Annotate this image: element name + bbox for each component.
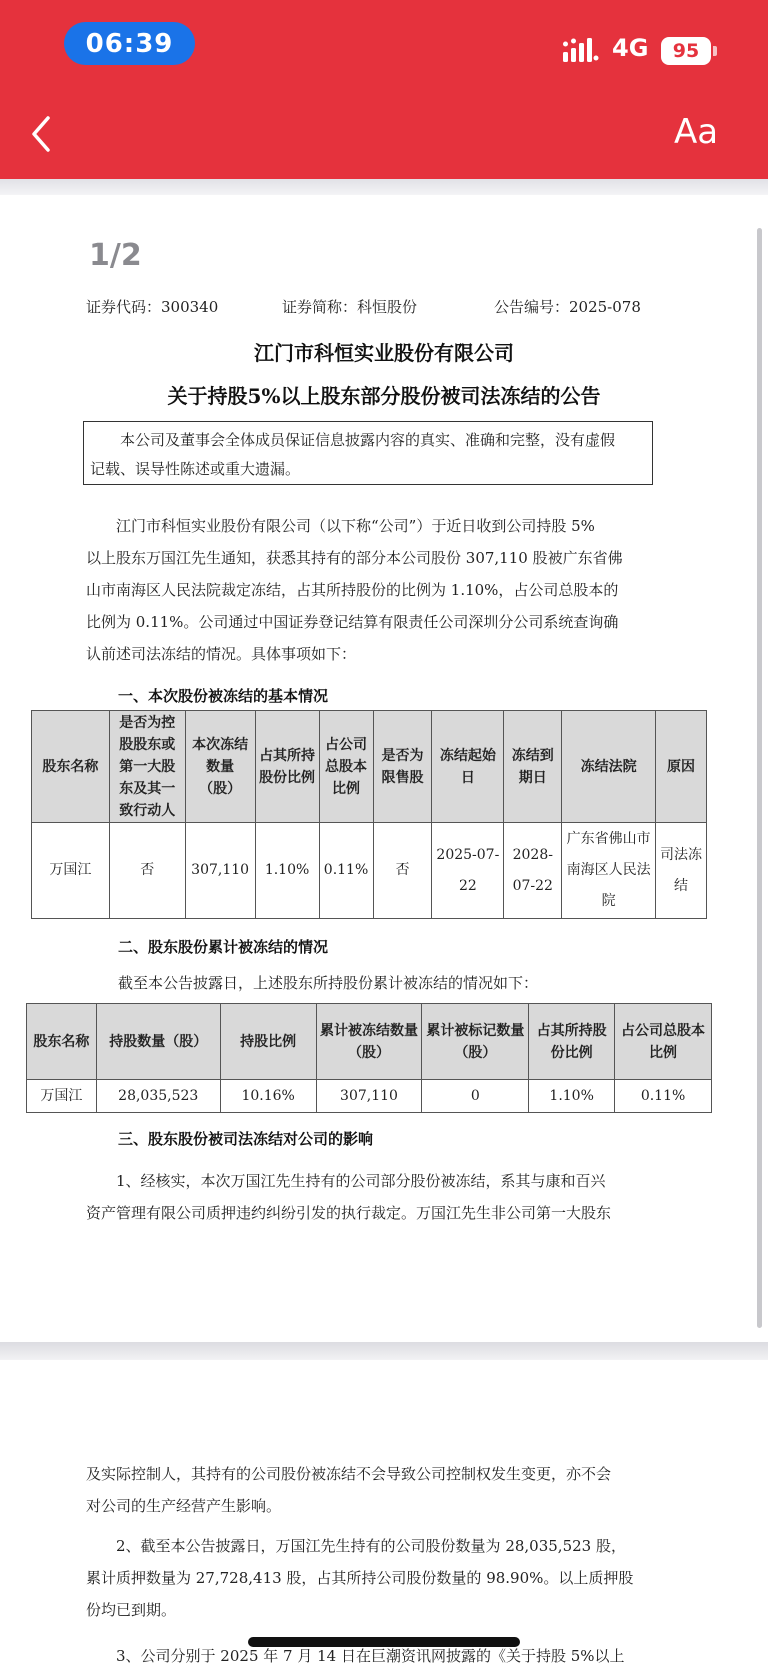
back-button[interactable]: [28, 112, 58, 156]
text-line: 份均已到期。: [86, 1601, 177, 1619]
table-cell: 司法冻结: [656, 823, 707, 919]
column-header: 占公司总股本比例: [319, 711, 373, 823]
text-line: 以上股东万国江先生通知，获悉其持有的部分本公司股份 307,110 股被广东省佛: [86, 549, 623, 567]
section-1-heading: 一、本次股份被冻结的基本情况: [118, 687, 329, 705]
table-row: [32, 823, 707, 919]
column-header: 占其所持股份比例: [529, 1004, 615, 1080]
disclaimer-line: 记载、误导性陈述或重大遗漏。: [90, 460, 301, 478]
column-header: 是否为限售股: [373, 711, 432, 823]
column-header: 冻结起始日: [432, 711, 504, 823]
page-indicator: 1/2: [89, 238, 142, 273]
chevron-left-icon: [34, 118, 48, 150]
status-time: 06:39: [64, 22, 195, 65]
announcement-number: 公告编号：2025-078: [494, 298, 641, 316]
section-2-heading: 二、股东股份累计被冻结的情况: [118, 938, 329, 956]
page-top-shadow: [0, 179, 768, 195]
freeze-details-table: [31, 710, 707, 919]
disclaimer-line: 本公司及董事会全体成员保证信息披露内容的真实、准确和完整，没有虚假: [120, 431, 616, 449]
column-header: 持股数量（股）: [96, 1004, 220, 1080]
text-line: 3、公司分别于 2025 年 7 月 14 日在巨潮资讯网披露的《关于持股 5%以上: [116, 1647, 625, 1663]
cumulative-freeze-table: [26, 1003, 712, 1113]
page-2-paragraph-2: [86, 1530, 652, 1626]
column-header: 占公司总股本比例: [615, 1004, 712, 1080]
text-line: 对公司的生产经营产生影响。: [86, 1497, 282, 1515]
table-cell: 0.11%: [615, 1080, 712, 1113]
table-cell: 307,110: [185, 823, 255, 919]
table-cell: 2025-07-22: [432, 823, 504, 919]
text-line: 资产管理有限公司质押违约纠纷引发的执行裁定。万国江先生非公司第一大股东: [86, 1204, 612, 1222]
column-header: 占其所持股份比例: [255, 711, 319, 823]
home-indicator[interactable]: [248, 1637, 520, 1647]
column-header: 冻结到期日: [504, 711, 562, 823]
table-cell: 0: [422, 1080, 529, 1113]
table-cell: 万国江: [32, 823, 110, 919]
text-line: 1、经核实，本次万国江先生持有的公司部分股份被冻结，系其与康和百兴: [116, 1172, 606, 1190]
column-header: 股东名称: [32, 711, 110, 823]
battery-level: 95: [672, 40, 700, 62]
app-header: [0, 0, 768, 179]
battery-icon: [661, 37, 711, 65]
text-line: 及实际控制人，其持有的公司股份被冻结不会导致公司控制权发生变更，亦不会: [86, 1465, 612, 1483]
intro-paragraph: [86, 510, 652, 670]
section-2-intro: 截至本公告披露日，上述股东所持股份累计被冻结的情况如下：: [118, 974, 539, 992]
table-cell: 否: [373, 823, 432, 919]
text-line: 累计质押数量为 27,728,413 股，占其所持公司股份数量的 98.90%。以上质押股: [86, 1569, 634, 1587]
column-header: 原因: [656, 711, 707, 823]
text-line: 江门市科恒实业股份有限公司（以下称“公司”）于近日收到公司持股 5%: [116, 517, 595, 535]
disclaimer-box: [83, 421, 653, 485]
column-header: 持股比例: [220, 1004, 316, 1080]
table-cell: 否: [109, 823, 185, 919]
text-line: 山市南海区人民法院裁定冻结，占其所持股份的比例为 1.10%，占公司总股本的: [86, 581, 619, 599]
table-header-row: [32, 711, 707, 823]
network-type: 4G: [612, 34, 649, 62]
page-2-paragraph-1: [86, 1458, 652, 1522]
column-header: 冻结法院: [562, 711, 656, 823]
text-line: 认前述司法冻结的情况。具体事项如下：: [86, 645, 357, 663]
announcement-title: 关于持股5%以上股东部分股份被司法冻结的公告: [167, 384, 601, 408]
stock-short-name: 证券简称：科恒股份: [282, 298, 418, 316]
column-header: 股东名称: [27, 1004, 97, 1080]
table-cell: 28,035,523: [96, 1080, 220, 1113]
table-header-row: [27, 1004, 712, 1080]
table-cell: 万国江: [27, 1080, 97, 1113]
font-size-button[interactable]: Aa: [674, 112, 719, 152]
company-title: 江门市科恒实业股份有限公司: [254, 341, 514, 365]
table-cell: 2028-07-22: [504, 823, 562, 919]
page-separator: [0, 1342, 768, 1360]
section-3-heading: 三、股东股份被司法冻结对公司的影响: [118, 1130, 374, 1148]
signal-icon: [563, 38, 599, 62]
text-line: 2、截至本公告披露日，万国江先生持有的公司股份数量为 28,035,523 股，: [116, 1537, 626, 1555]
column-header: 累计被标记数量（股）: [422, 1004, 529, 1080]
table-cell: 广东省佛山市南海区人民法院: [562, 823, 656, 919]
table-cell: 1.10%: [529, 1080, 615, 1113]
stock-code: 证券代码：300340: [86, 298, 219, 316]
impact-paragraph-1: [86, 1165, 652, 1229]
column-header: 累计被冻结数量（股）: [316, 1004, 422, 1080]
table-row: [27, 1080, 712, 1113]
column-header: 本次冻结数量（股）: [185, 711, 255, 823]
table-cell: 1.10%: [255, 823, 319, 919]
table-cell: 0.11%: [319, 823, 373, 919]
text-line: 比例为 0.11%。公司通过中国证券登记结算有限责任公司深圳分公司系统查询确: [86, 613, 619, 631]
battery-tip: [713, 46, 717, 56]
table-cell: 10.16%: [220, 1080, 316, 1113]
column-header: 是否为控股股东或第一大股东及其一致行动人: [109, 711, 185, 823]
table-cell: 307,110: [316, 1080, 422, 1113]
